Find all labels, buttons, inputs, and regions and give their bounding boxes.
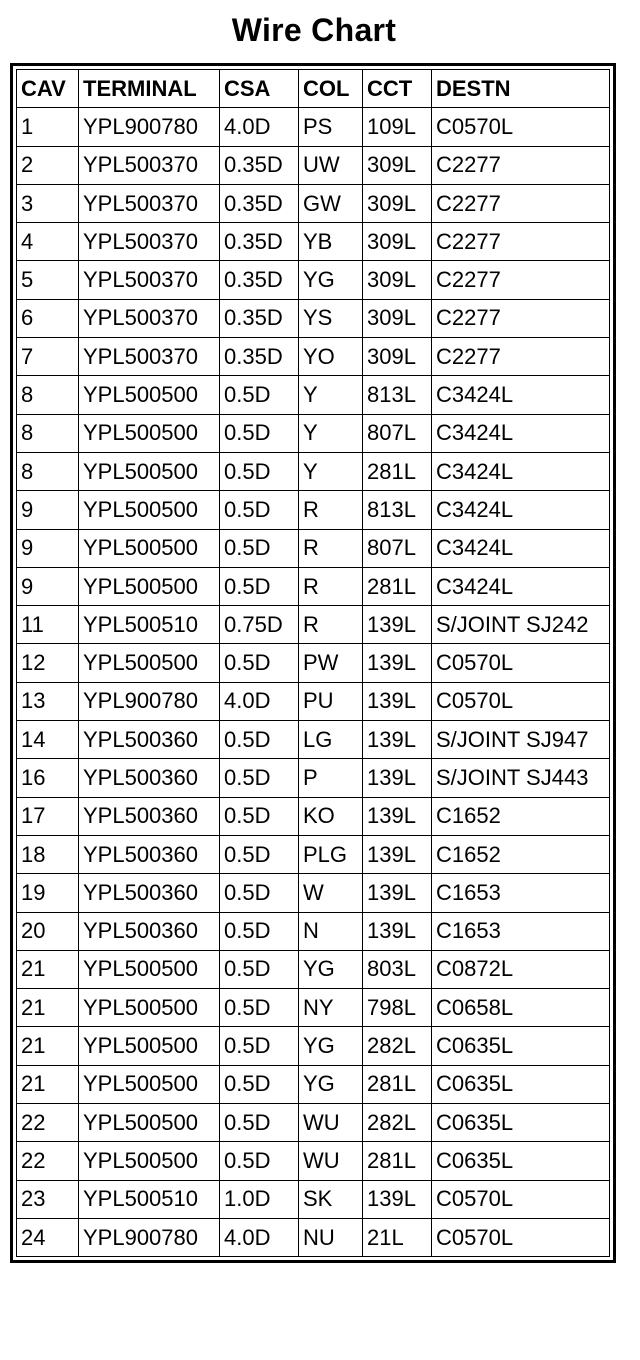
cell-cct: 281L [363, 1142, 432, 1180]
cell-csa: 0.5D [220, 1104, 299, 1142]
cell-cav: 17 [17, 797, 79, 835]
cell-destn: C2277 [432, 223, 610, 261]
cell-destn: S/JOINT SJ443 [432, 759, 610, 797]
table-body [17, 108, 610, 1257]
cell-cav: 11 [17, 606, 79, 644]
cell-cav: 8 [17, 414, 79, 452]
cell-terminal: YPL500370 [79, 146, 220, 184]
cell-cct: 309L [363, 261, 432, 299]
cell-terminal: YPL500500 [79, 529, 220, 567]
cell-col: YG [299, 1065, 363, 1103]
cell-csa: 0.75D [220, 606, 299, 644]
cell-cav: 5 [17, 261, 79, 299]
cell-col: YO [299, 338, 363, 376]
cell-col: R [299, 567, 363, 605]
cell-cct: 282L [363, 1027, 432, 1065]
table-row [17, 835, 610, 873]
cell-cav: 8 [17, 452, 79, 490]
table-row [17, 529, 610, 567]
cell-col: YG [299, 950, 363, 988]
cell-destn: C0635L [432, 1027, 610, 1065]
cell-cct: 309L [363, 184, 432, 222]
cell-col: PS [299, 108, 363, 146]
cell-terminal: YPL500500 [79, 376, 220, 414]
cell-cav: 18 [17, 835, 79, 873]
page-title: Wire Chart [231, 12, 397, 48]
cell-destn: C2277 [432, 338, 610, 376]
cell-col: R [299, 529, 363, 567]
cell-cav: 14 [17, 721, 79, 759]
cell-cct: 139L [363, 797, 432, 835]
table-row [17, 682, 610, 720]
cell-csa: 0.5D [220, 491, 299, 529]
cell-terminal: YPL500370 [79, 338, 220, 376]
cell-cct: 282L [363, 1104, 432, 1142]
cell-cav: 1 [17, 108, 79, 146]
cell-terminal: YPL900780 [79, 108, 220, 146]
cell-terminal: YPL500360 [79, 797, 220, 835]
cell-cav: 24 [17, 1218, 79, 1256]
cell-csa: 0.5D [220, 1142, 299, 1180]
table-row [17, 759, 610, 797]
table-row [17, 721, 610, 759]
cell-terminal: YPL500360 [79, 759, 220, 797]
wire-chart-frame [10, 63, 616, 1263]
cell-cav: 21 [17, 1065, 79, 1103]
cell-cct: 139L [363, 912, 432, 950]
cell-cct: 309L [363, 299, 432, 337]
cell-col: PLG [299, 835, 363, 873]
cell-terminal: YPL500500 [79, 452, 220, 490]
cell-csa: 0.5D [220, 1065, 299, 1103]
cell-cav: 23 [17, 1180, 79, 1218]
cell-cct: 309L [363, 146, 432, 184]
cell-cav: 2 [17, 146, 79, 184]
cell-col: SK [299, 1180, 363, 1218]
header-col: COL [299, 70, 363, 108]
cell-destn: S/JOINT SJ242 [432, 606, 610, 644]
cell-terminal: YPL500500 [79, 989, 220, 1027]
header-destn: DESTN [432, 70, 610, 108]
cell-csa: 0.5D [220, 912, 299, 950]
cell-terminal: YPL500370 [79, 299, 220, 337]
cell-csa: 0.5D [220, 835, 299, 873]
cell-cct: 281L [363, 567, 432, 605]
cell-cav: 21 [17, 989, 79, 1027]
cell-terminal: YPL500510 [79, 1180, 220, 1218]
table-row [17, 989, 610, 1027]
cell-csa: 0.35D [220, 299, 299, 337]
cell-destn: C0570L [432, 108, 610, 146]
cell-cav: 9 [17, 567, 79, 605]
cell-csa: 0.5D [220, 414, 299, 452]
cell-terminal: YPL500500 [79, 1104, 220, 1142]
cell-cav: 3 [17, 184, 79, 222]
cell-csa: 0.5D [220, 529, 299, 567]
table-row [17, 1104, 610, 1142]
cell-terminal: YPL500510 [79, 606, 220, 644]
table-row [17, 414, 610, 452]
cell-terminal: YPL500500 [79, 1065, 220, 1103]
cell-cct: 139L [363, 835, 432, 873]
cell-col: R [299, 606, 363, 644]
cell-destn: C3424L [432, 491, 610, 529]
cell-cct: 21L [363, 1218, 432, 1256]
cell-destn: C1652 [432, 835, 610, 873]
table-row [17, 644, 610, 682]
cell-csa: 0.35D [220, 146, 299, 184]
cell-terminal: YPL500360 [79, 912, 220, 950]
cell-cav: 22 [17, 1142, 79, 1180]
header-row [17, 70, 610, 108]
table-row [17, 108, 610, 146]
cell-cav: 22 [17, 1104, 79, 1142]
cell-terminal: YPL500360 [79, 874, 220, 912]
cell-destn: C2277 [432, 146, 610, 184]
cell-csa: 0.5D [220, 874, 299, 912]
cell-cav: 4 [17, 223, 79, 261]
cell-cav: 21 [17, 950, 79, 988]
wire-chart-table [16, 69, 610, 1257]
cell-destn: C2277 [432, 299, 610, 337]
cell-col: Y [299, 414, 363, 452]
table-row [17, 184, 610, 222]
cell-cct: 281L [363, 1065, 432, 1103]
cell-destn: C0635L [432, 1065, 610, 1103]
cell-col: NU [299, 1218, 363, 1256]
cell-destn: C2277 [432, 184, 610, 222]
cell-col: PW [299, 644, 363, 682]
cell-destn: C0872L [432, 950, 610, 988]
cell-cct: 309L [363, 223, 432, 261]
table-row [17, 606, 610, 644]
cell-cct: 798L [363, 989, 432, 1027]
cell-cct: 281L [363, 452, 432, 490]
cell-cav: 9 [17, 529, 79, 567]
cell-cct: 139L [363, 874, 432, 912]
cell-col: Y [299, 452, 363, 490]
cell-terminal: YPL500500 [79, 1142, 220, 1180]
cell-col: WU [299, 1142, 363, 1180]
cell-terminal: YPL500500 [79, 491, 220, 529]
cell-cct: 309L [363, 338, 432, 376]
cell-destn: S/JOINT SJ947 [432, 721, 610, 759]
cell-csa: 0.5D [220, 567, 299, 605]
table-row [17, 1180, 610, 1218]
cell-csa: 0.35D [220, 184, 299, 222]
cell-cav: 16 [17, 759, 79, 797]
cell-col: W [299, 874, 363, 912]
cell-csa: 0.35D [220, 338, 299, 376]
cell-col: GW [299, 184, 363, 222]
cell-cav: 19 [17, 874, 79, 912]
table-row [17, 452, 610, 490]
table-row [17, 1218, 610, 1256]
cell-csa: 0.5D [220, 721, 299, 759]
cell-terminal: YPL900780 [79, 682, 220, 720]
cell-col: KO [299, 797, 363, 835]
cell-cav: 8 [17, 376, 79, 414]
cell-cct: 109L [363, 108, 432, 146]
table-row [17, 1027, 610, 1065]
cell-col: Y [299, 376, 363, 414]
table-row [17, 874, 610, 912]
cell-cct: 139L [363, 682, 432, 720]
cell-cct: 139L [363, 606, 432, 644]
cell-destn: C0570L [432, 1180, 610, 1218]
cell-terminal: YPL500500 [79, 567, 220, 605]
cell-terminal: YPL500500 [79, 1027, 220, 1065]
header-csa: CSA [220, 70, 299, 108]
cell-terminal: YPL500500 [79, 644, 220, 682]
cell-col: UW [299, 146, 363, 184]
cell-csa: 0.5D [220, 644, 299, 682]
cell-destn: C1652 [432, 797, 610, 835]
cell-col: R [299, 491, 363, 529]
table-row [17, 261, 610, 299]
cell-cct: 803L [363, 950, 432, 988]
table-row [17, 1065, 610, 1103]
cell-destn: C2277 [432, 261, 610, 299]
cell-csa: 4.0D [220, 1218, 299, 1256]
cell-destn: C1653 [432, 874, 610, 912]
table-row [17, 567, 610, 605]
cell-cct: 139L [363, 644, 432, 682]
cell-csa: 0.5D [220, 452, 299, 490]
cell-destn: C0570L [432, 644, 610, 682]
cell-cct: 139L [363, 721, 432, 759]
cell-col: YS [299, 299, 363, 337]
cell-destn: C0658L [432, 989, 610, 1027]
cell-cav: 9 [17, 491, 79, 529]
cell-cct: 139L [363, 1180, 432, 1218]
table-row [17, 912, 610, 950]
cell-cav: 20 [17, 912, 79, 950]
table-row [17, 223, 610, 261]
cell-col: YG [299, 261, 363, 299]
cell-cct: 807L [363, 414, 432, 452]
cell-csa: 0.5D [220, 989, 299, 1027]
table-row [17, 1142, 610, 1180]
table-row [17, 950, 610, 988]
header-cav: CAV [17, 70, 79, 108]
table-row [17, 491, 610, 529]
table-row [17, 146, 610, 184]
cell-csa: 4.0D [220, 108, 299, 146]
cell-terminal: YPL500370 [79, 184, 220, 222]
cell-cct: 807L [363, 529, 432, 567]
cell-cav: 6 [17, 299, 79, 337]
cell-terminal: YPL500500 [79, 414, 220, 452]
cell-terminal: YPL500360 [79, 721, 220, 759]
cell-csa: 0.5D [220, 797, 299, 835]
cell-destn: C1653 [432, 912, 610, 950]
cell-csa: 0.35D [220, 261, 299, 299]
cell-col: YB [299, 223, 363, 261]
cell-col: NY [299, 989, 363, 1027]
cell-destn: C3424L [432, 452, 610, 490]
cell-col: PU [299, 682, 363, 720]
cell-terminal: YPL500500 [79, 950, 220, 988]
cell-destn: C3424L [432, 529, 610, 567]
cell-cav: 12 [17, 644, 79, 682]
cell-terminal: YPL500370 [79, 223, 220, 261]
cell-destn: C3424L [432, 376, 610, 414]
cell-csa: 1.0D [220, 1180, 299, 1218]
cell-destn: C0570L [432, 682, 610, 720]
cell-csa: 0.5D [220, 759, 299, 797]
cell-csa: 0.35D [220, 223, 299, 261]
cell-terminal: YPL500360 [79, 835, 220, 873]
cell-cav: 13 [17, 682, 79, 720]
cell-csa: 0.5D [220, 1027, 299, 1065]
cell-cav: 21 [17, 1027, 79, 1065]
cell-destn: C0635L [432, 1142, 610, 1180]
cell-cav: 7 [17, 338, 79, 376]
cell-cct: 813L [363, 491, 432, 529]
cell-destn: C0570L [432, 1218, 610, 1256]
table-row [17, 338, 610, 376]
cell-col: YG [299, 1027, 363, 1065]
cell-col: WU [299, 1104, 363, 1142]
cell-col: P [299, 759, 363, 797]
header-terminal: TERMINAL [79, 70, 220, 108]
table-row [17, 376, 610, 414]
cell-csa: 0.5D [220, 376, 299, 414]
header-cct: CCT [363, 70, 432, 108]
cell-destn: C3424L [432, 414, 610, 452]
cell-cct: 139L [363, 759, 432, 797]
cell-col: LG [299, 721, 363, 759]
cell-destn: C3424L [432, 567, 610, 605]
cell-terminal: YPL900780 [79, 1218, 220, 1256]
cell-col: N [299, 912, 363, 950]
cell-destn: C0635L [432, 1104, 610, 1142]
table-row [17, 797, 610, 835]
cell-csa: 0.5D [220, 950, 299, 988]
cell-terminal: YPL500370 [79, 261, 220, 299]
cell-cct: 813L [363, 376, 432, 414]
table-row [17, 299, 610, 337]
cell-csa: 4.0D [220, 682, 299, 720]
